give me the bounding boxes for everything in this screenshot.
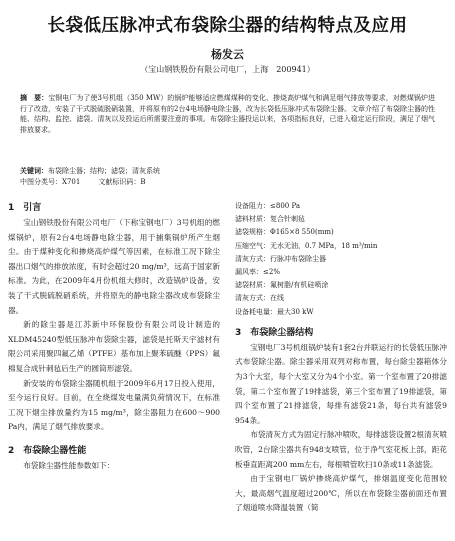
- paragraph-1: 宝山钢铁股份有限公司电厂（下称宝钢电厂）3号机组的燃煤锅炉，原有2台4电场静电除尘器，用于捕集锅炉所产生烟尘。由于煤种变化和掺烧高炉煤气等因素，在标准工况下除尘器出口烟气的排放浓度，有时会超过20 mg/m³，远高于国家新标准。为此，在2009年4月份机组大修时，改造锅炉设备，安装了干式脱硫脱硝系统，并将原先的静电除尘器改成布袋除尘器。: [8, 218, 220, 315]
- paragraph-7: 由于宝钢电厂锅炉掺烧高炉煤气，排烟温度变化范围较大，最高烟气温度超过200℃，所以在布袋除尘器前面还布置了烟道喷水降温装置（简: [235, 474, 447, 513]
- affiliation: （宝山钢铁股份有限公司电厂，上海 200941）: [140, 65, 315, 74]
- keywords-line: [20, 165, 435, 177]
- paragraph-3: 新安装的布袋除尘器随机组于2009年6月17日投入使用，至今运行良好。目前，在全烧煤发电量满负荷情况下，在标准工况下烟尘排放量约为15 mg/m³，除尘器阻力在600～900 Pa内，满足了烟气排放要求。: [8, 378, 220, 432]
- meta-block: [20, 165, 435, 188]
- paragraph-4: 布袋除尘器性能参数如下：: [23, 460, 115, 470]
- abstract: [20, 93, 435, 135]
- abstract-label: 摘 要：: [20, 93, 49, 102]
- section-heading-intro: 1 引言: [8, 203, 42, 213]
- left-column: [8, 200, 220, 474]
- doc-code: 文献标识码：B: [98, 178, 146, 186]
- paragraph-2: 新的除尘器是江苏新中环保股份有限公司设计制造的XLDM45240型低压脉冲布袋除尘器，滤袋是托斯天宇滤材有限公司采用聚四氟乙烯（PTFE）基布加上聚苯硫醚（PPS）氟棉复合成针刺毡后生产的圆筒形滤袋。: [8, 320, 220, 373]
- spec-item: 设备阻力：≤800 Pa: [235, 202, 301, 210]
- classification-line: [20, 177, 435, 188]
- spec-item: 漏风率：≤2%: [235, 268, 280, 277]
- keywords-text: 布袋除尘器；结构；滤袋；清灰系统: [48, 167, 160, 175]
- spec-item: 设备耗电量：最大30 kW: [235, 307, 314, 316]
- spec-item: 滤料材质：复合针刺毡: [235, 215, 305, 224]
- spec-item: 滤袋规格：Φ165×8 550(mm): [235, 228, 334, 237]
- author: 杨发云: [211, 48, 244, 61]
- section-heading-structure: 3 布袋除尘器结构: [235, 327, 314, 338]
- paragraph-6: 布袋清灰方式为固定行脉冲喷吹，每排滤袋设置2根清灰喷吹管，2台除尘器共有948支喷管，位于净气室花板上部，距花板垂直距离200 mm左右，每根喷管吹扫10条或11条滤袋。: [235, 430, 447, 469]
- section-heading-performance: 2 布袋除尘器性能: [8, 445, 87, 456]
- spec-item: 清灰方式：行脉冲布袋除尘器: [235, 254, 326, 263]
- clc-code: 中图分类号：X701: [20, 178, 81, 186]
- paragraph-5: 宝钢电厂3号机组锅炉装有1套2台并联运行的长袋低压脉冲式布袋除尘器。除尘器采用双列对称布置，每台除尘器箱体分为3个大室，每个大室又分为4个小室。第一个室布置了20排滤袋，第二个室布置了19排滤袋，第三个室布置了19排滤袋，第四个室布置了21排滤袋，每排有滤袋21条，每台共有滤袋9 954条。: [235, 342, 447, 425]
- spec-item: 压缩空气：无水无油，0.7 MPa，18 m³/min: [235, 241, 378, 250]
- spec-item: 清灰方式：在线: [235, 294, 284, 303]
- paper-title: 长袋低压脉冲式布袋除尘器的结构特点及应用: [47, 16, 408, 36]
- spec-item: 滤袋材质：氟树脂/有机硅喷涂: [235, 281, 329, 290]
- right-column: [235, 200, 447, 516]
- keywords-label: 关键词：: [20, 166, 48, 175]
- abstract-text: 宝钢电厂为了使3号机组（350 MW）的锅炉能够适应燃煤煤种的变化、掺烧高炉煤气和满足烟气排放等要求，对燃煤锅炉进行了改造，安装了干式脱硫脱硝装置，并将原有的2台4电场静电除尘器，改为长袋低压脉冲式布袋除尘器。文章介绍了布袋除尘器的性能、结构、监控、滤袋、清灰以及投运后所需要注意的事项。布袋除尘器投运以来，各项指标良好，已进入稳定运行阶段，满足了烟气排放要求。: [20, 94, 435, 134]
